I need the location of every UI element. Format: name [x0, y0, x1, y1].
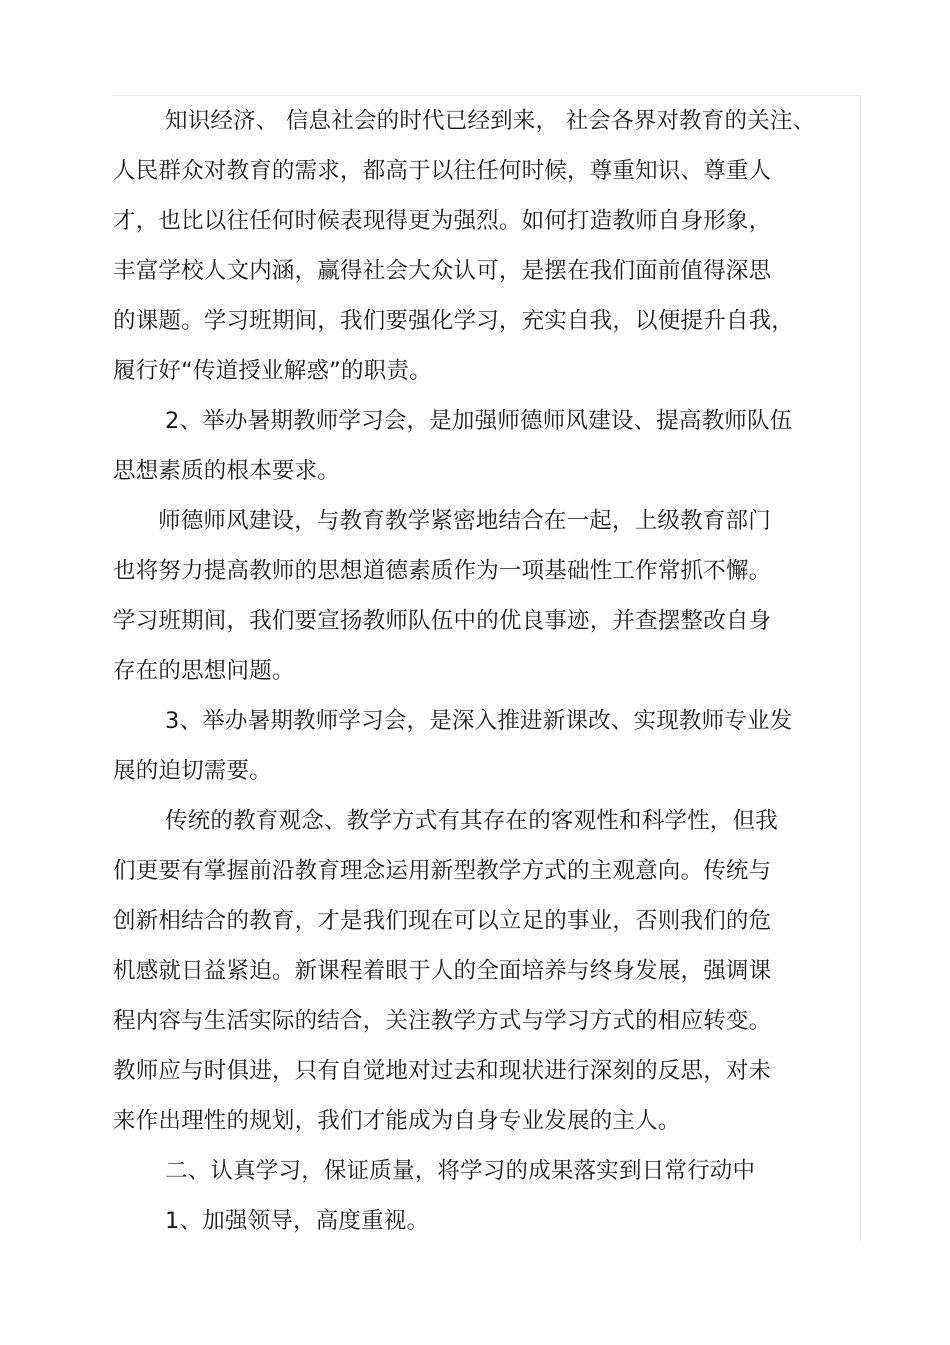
text-line: 创新相结合的教育，才是我们现在可以立足的事业，否则我们的危	[113, 908, 772, 934]
text-line: 人民群众对教育的需求，都高于以往任何时候，尊重知识、尊重人	[113, 158, 772, 184]
text-line: 程内容与生活实际的结合，关注教学方式与学习方式的相应转变。	[113, 1008, 772, 1034]
section-heading: 二、认真学习，保证质量，将学习的成果落实到日常行动中	[165, 1158, 756, 1184]
text-line: 存在的思想问题。	[113, 658, 295, 684]
text-line: 思想素质的根本要求。	[113, 458, 341, 484]
text-line: 2、举办暑期教师学习会，是加强师德师风建设、提高教师队伍	[165, 408, 793, 434]
text-line: 教师应与时俱进，只有自觉地对过去和现状进行深刻的反思，对未	[113, 1058, 772, 1084]
text-line: 展的迫切需要。	[113, 758, 272, 784]
text-line: 才，也比以往任何时候表现得更为强烈。如何打造教师自身形象，	[113, 208, 772, 234]
text-line: 师德师风建设，与教育教学紧密地结合在一起，上级教育部门	[158, 508, 771, 534]
text-line: 知识经济、 信息社会的时代已经到来， 社会各界对教育的关注、	[165, 108, 816, 134]
text-line: 传统的教育观念、教学方式有其存在的客观性和科学性，但我	[165, 808, 778, 834]
text-line: 履行好“传道授业解惑”的职责。	[113, 358, 432, 384]
subsection-heading: 1、加强领导，高度重视。	[165, 1208, 430, 1234]
text-line: 也将努力提高教师的思想道德素质作为一项基础性工作常抓不懈。	[113, 558, 772, 584]
text-line: 3、举办暑期教师学习会，是深入推进新课改、实现教师专业发	[165, 708, 793, 734]
text-line: 来作出理性的规划，我们才能成为自身专业发展的主人。	[113, 1108, 681, 1134]
text-line: 们更要有掌握前沿教育理念运用新型教学方式的主观意向。传统与	[113, 858, 772, 884]
text-line: 丰富学校人文内涵，赢得社会大众认可，是摆在我们面前值得深思	[113, 258, 772, 284]
text-line: 机感就日益紧迫。新课程着眼于人的全面培养与终身发展，强调课	[113, 958, 772, 984]
text-line: 的课题。学习班期间，我们要强化学习，充实自我，以便提升自我，	[113, 308, 795, 334]
text-line: 学习班期间，我们要宣扬教师队伍中的优良事迹，并查摆整改自身	[113, 608, 772, 634]
